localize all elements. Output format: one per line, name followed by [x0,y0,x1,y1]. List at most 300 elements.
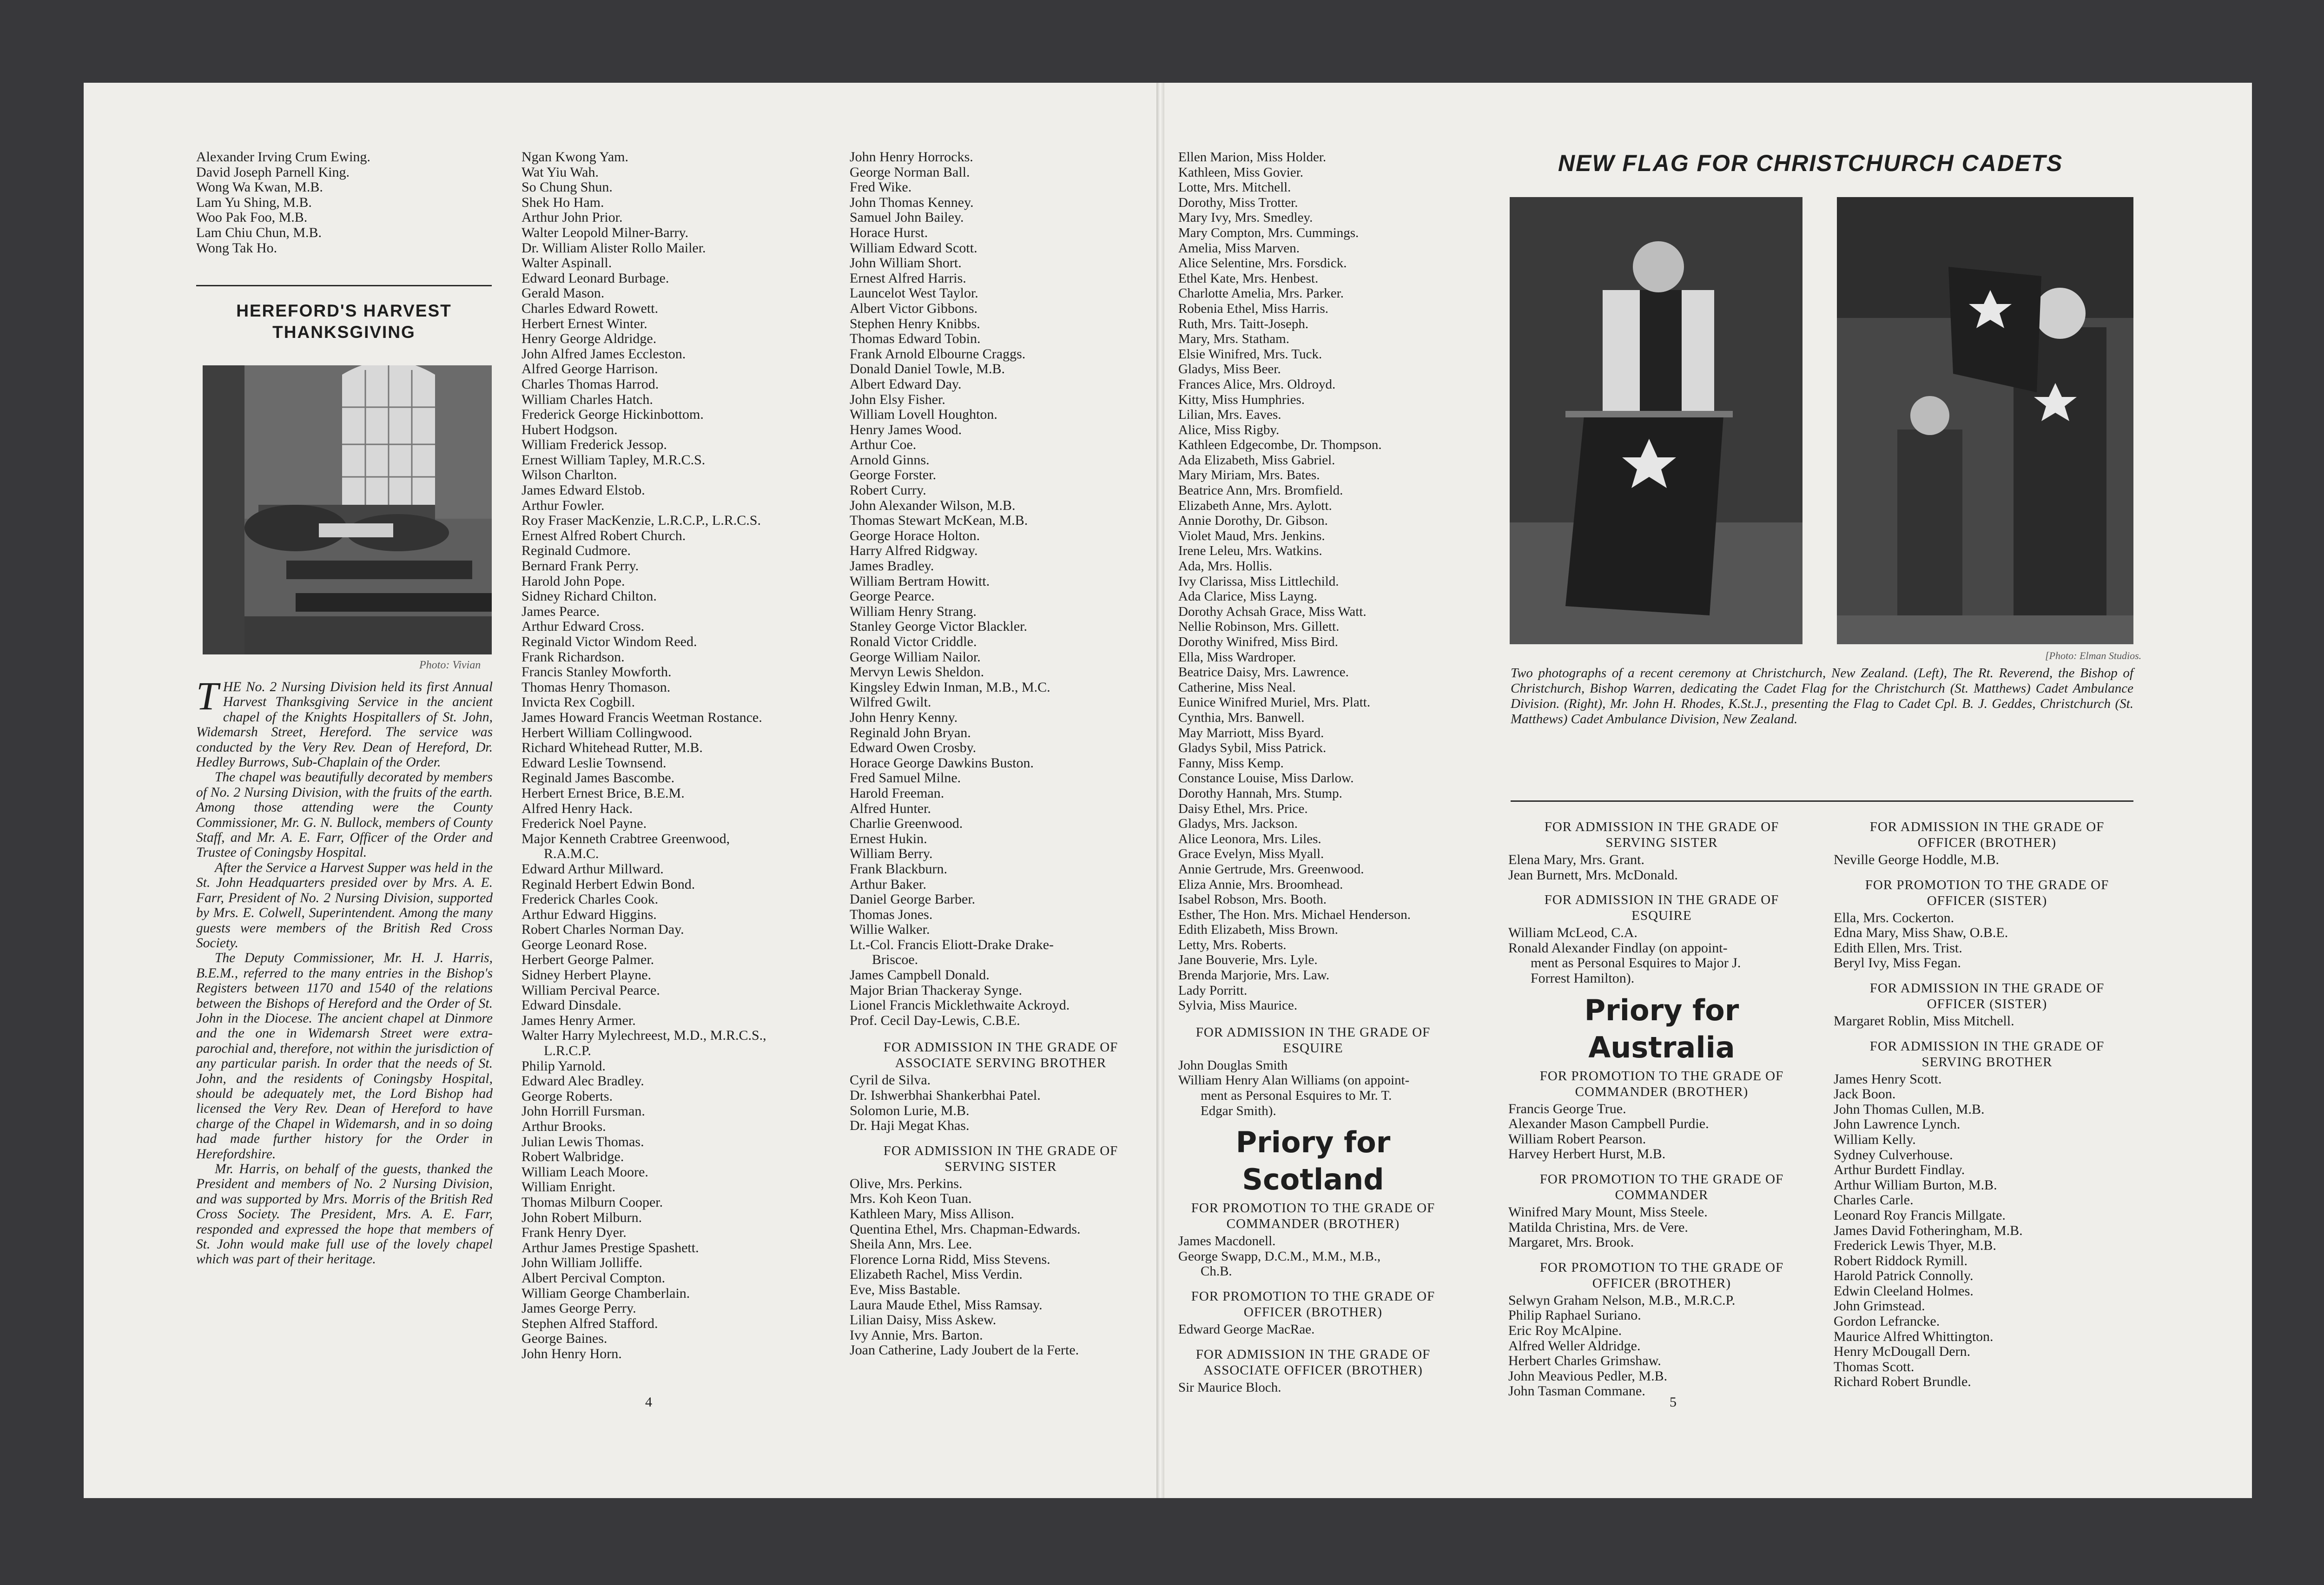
list-item: William Kelly. [1834,1131,1916,1147]
list-item: Frances Alice, Mrs. Oldroyd. [1178,376,1336,392]
list-item: Neville George Hoddle, M.B. [1834,852,2000,867]
list-item: Thomas Edward Tobin. [850,331,981,347]
list-item: Harvey Herbert Hurst, M.B. [1508,1146,1666,1162]
nz-esquire-heading-1: FOR ADMISSION IN THE GRADE OF [1544,892,1779,908]
list-item: James George Perry. [522,1301,636,1316]
list-item: Lady Porritt. [1178,983,1248,998]
list-item: Robert Walbridge. [522,1149,624,1165]
list-item: Julian Lewis Thomas. [522,1134,644,1149]
list-item: Mary Miriam, Mrs. Bates. [1178,468,1320,483]
list-item: Stephen Alfred Stafford. [522,1315,658,1331]
list-item: William Frederick Jessop. [522,437,667,453]
list-item: Thomas Stewart McKean, M.B. [850,513,1028,528]
left-col2-names [522,150,828,1362]
list-item: Dorothy Winifred, Miss Bird. [1178,634,1338,649]
list-item: Walter Leopold Milner-Barry. [522,225,689,240]
list-item: Donald Daniel Towle, M.B. [850,361,1005,377]
list-item: Albert Percival Compton. [522,1270,666,1286]
divider-rule [196,285,492,286]
list-item: Reginald Cudmore. [522,543,631,559]
list-item: Francis George True. [1508,1101,1626,1116]
list-item: Henry McDougall Dern. [1834,1344,1971,1360]
list-item: Robenia Ethel, Miss Harris. [1178,301,1328,316]
list-item: Edward Alec Bradley. [522,1073,644,1089]
list-item: William Edward Scott. [850,240,977,256]
aus-serving-brother-list [1834,1072,2140,1390]
bishop-dedication-photo [1510,197,1802,644]
list-item: Ivy Annie, Mrs. Barton. [850,1327,983,1343]
list-item: Cyril de Silva. [850,1072,931,1088]
list-item: John William Jolliffe. [522,1255,643,1271]
list-item: Herbert George Palmer. [522,952,654,968]
aus-officer-brother-heading-2: OFFICER (BROTHER) [1592,1275,1731,1291]
list-item: Woo Pak Foo, M.B. [196,210,308,225]
nz-serving-sister-heading-2: SERVING SISTER [1605,835,1718,850]
list-item: Eunice Winifred Muriel, Mrs. Platt. [1178,695,1371,710]
list-item: Invicta Rex Cogbill. [522,694,635,710]
esquire-list [1178,1058,1448,1118]
list-item: Elena Mary, Mrs. Grant. [1508,852,1644,867]
list-item: Leonard Roy Francis Millgate. [1834,1207,2006,1223]
list-item: Forrest Hamilton). [1531,970,1635,986]
list-item: Edward Leonard Burbage. [522,270,669,286]
aus-commander-heading-1: FOR PROMOTION TO THE GRADE OF [1539,1171,1784,1187]
list-item: Alexander Mason Campbell Purdie. [1508,1116,1709,1132]
aus-commander-heading-2: COMMANDER [1615,1187,1709,1202]
article-paragraph-3: After the Service a Harvest Supper was held in the St. John Headquarters presided over by Mrs. A. E. Farr, President of No. 2 Nursing Division, supported by Mrs. E. Colwell, Superintendent. Among the many guests were members of the British Red Cross Society. [196,860,493,951]
list-item: Daisy Ethel, Mrs. Price. [1178,801,1308,816]
harvest-photo-credit: Photo: Vivian [419,659,481,671]
list-item: So Chung Shun. [522,179,613,195]
nz-serving-sister-list [1508,852,1815,883]
list-item: Wilfred Gwilt. [850,694,931,710]
list-item: Arthur Edward Higgins. [522,906,657,922]
list-item: Quentina Ethel, Mrs. Chapman-Edwards. [850,1221,1081,1237]
list-item: Frank Richardson. [522,649,625,665]
harvest-title-line1: HEREFORD'S HARVEST [236,301,452,320]
list-item: Constance Louise, Miss Darlow. [1178,771,1354,786]
list-item: William Lovell Houghton. [850,407,997,423]
chapel-photo-image [203,365,492,654]
list-item: Alfred Weller Aldridge. [1508,1338,1641,1354]
list-item: Lilian, Mrs. Eaves. [1178,407,1281,423]
list-item: Arthur Fowler. [522,497,605,513]
list-item: Edward Leslie Townsend. [522,755,667,771]
list-item: Reginald Herbert Edwin Bond. [522,876,695,892]
list-item: Mary, Mrs. Statham. [1178,331,1289,347]
list-item: Willie Walker. [850,922,930,938]
list-item: James Campbell Donald. [850,967,990,983]
list-item: Maurice Alfred Whittington. [1834,1328,1994,1344]
list-item: Charles Edward Rowett. [522,300,659,316]
list-item: Hubert Hodgson. [522,422,618,437]
list-item: Walter Harry Mylechreest, M.D., M.R.C.S., [522,1028,766,1043]
list-item: William Leach Moore. [522,1164,648,1180]
flag-photo-credit: [Photo: Elman Studios. [2045,650,2142,661]
list-item: Edna Mary, Miss Shaw, O.B.E. [1834,925,2008,941]
list-item: L.R.C.P. [544,1043,591,1059]
list-item: James Pearce. [522,603,600,619]
list-item: Beatrice Daisy, Mrs. Lawrence. [1178,665,1349,680]
list-item: Prof. Cecil Day-Lewis, C.B.E. [850,1012,1020,1028]
list-item: Kathleen, Miss Govier. [1178,165,1304,180]
list-item: Arthur Coe. [850,437,917,453]
list-item: William Charles Hatch. [522,391,653,407]
list-item: Arthur Burdett Findlay. [1834,1162,1965,1178]
list-item: Frank Blackburn. [850,861,947,877]
page-number-right: 5 [1670,1394,1677,1410]
list-item: Ethel Kate, Mrs. Henbest. [1178,271,1319,286]
list-item: Kingsley Edwin Inman, M.B., M.C. [850,679,1050,695]
list-item: Arthur John Prior. [522,210,623,225]
scotland-commander-heading-2: COMMANDER (BROTHER) [1226,1216,1400,1232]
book-gutter [1156,83,1165,1498]
scotland-officer-heading-2: OFFICER (BROTHER) [1243,1305,1383,1320]
list-item: George Pearce. [850,588,935,604]
scotland-officer-list [1178,1322,1448,1337]
list-item: Frederick Charles Cook. [522,892,659,907]
list-item: Reginald James Bascombe. [522,770,675,786]
list-item: Eve, Miss Bastable. [850,1281,961,1297]
list-item: Richard Robert Brundle. [1834,1374,1971,1390]
aus-officer-brother-list [1508,1293,1815,1399]
list-item: Herbert Ernest Winter. [522,316,647,331]
list-item: Mrs. Koh Keon Tuan. [850,1191,972,1207]
list-item: James Howard Francis Weetman Rostance. [522,709,762,725]
list-item: Harold Freeman. [850,785,944,801]
list-item: Arthur Edward Cross. [522,619,645,634]
list-item: Henry James Wood. [850,422,962,437]
list-item: Margaret Roblin, Miss Mitchell. [1834,1013,2014,1029]
list-item: John Alfred James Eccleston. [522,346,686,362]
list-item: Ngan Kwong Yam. [522,149,629,165]
bishop-dedication-image [1510,197,1802,644]
list-item: Frederick Noel Payne. [522,816,647,832]
list-item: John Henry Kenny. [850,709,958,725]
left-col1-names [196,150,494,256]
list-item: Winifred Mary Mount, Miss Steele. [1508,1204,1708,1220]
flag-feature-title: NEW FLAG FOR CHRISTCHURCH CADETS [1558,150,2063,176]
list-item: Herbert William Collingwood. [522,725,693,740]
list-item: Jean Burnett, Mrs. McDonald. [1508,867,1678,883]
list-item: James Macdonell. [1178,1234,1276,1249]
scotland-associate-list [1178,1380,1448,1395]
list-item: William Percival Pearce. [522,982,660,998]
list-item: Frederick George Hickinbottom. [522,407,704,423]
associate-serving-brother-heading-2: ASSOCIATE SERVING BROTHER [895,1056,1107,1071]
list-item: Thomas Jones. [850,906,933,922]
list-item: Frank Arnold Elbourne Craggs. [850,346,1026,362]
list-item: Frank Henry Dyer. [522,1225,627,1241]
list-item: Isabel Robson, Mrs. Booth. [1178,892,1327,907]
list-item: Horace Hurst. [850,225,928,240]
list-item: Selwyn Graham Nelson, M.B., M.R.C.P. [1508,1292,1736,1308]
list-item: David Joseph Parnell King. [196,164,350,180]
list-item: Alice, Miss Rigby. [1178,422,1280,437]
list-item: Irene Leleu, Mrs. Watkins. [1178,543,1322,559]
left-col3 [850,150,1152,1358]
list-item: Gerald Mason. [522,285,605,301]
list-item: Kathleen Mary, Miss Allison. [850,1206,1014,1222]
list-item: Thomas Milburn Cooper. [522,1194,663,1210]
list-item: Wong Wa Kwan, M.B. [196,179,323,195]
aus-serving-brother-heading-2: SERVING BROTHER [1921,1054,2053,1070]
list-item: Ada, Mrs. Hollis. [1178,559,1273,574]
article-paragraph-4: The Deputy Commissioner, Mr. H. J. Harris, B.E.M., referred to the many entries in the Bishop's Registers between 1170 and 1540 of the relations between the Bishops of Hereford and the Order of St. John in the Diocese. The ancient chapel at Dinmore and the one in Widemarsh Street were extra-parochial and, therefore, not within the jurisdiction of any particular parish. In order that the needs of St. John, and the residents of Coningsby Hospital, should be adequately met, the Lord Bishop had licensed the Very Rev. Dean of Hereford to have charge of the Chapel in Widemarsh, and in so doing had made further history for the Order in Herefordshire. [196,951,493,1162]
list-item: Beryl Ivy, Miss Fegan. [1834,955,1961,971]
list-item: John Elsy Fisher. [850,391,945,407]
list-item: Grace Evelyn, Miss Myall. [1178,846,1324,862]
list-item: Ernest William Tapley, M.R.C.S. [522,452,706,468]
list-item: George Horace Holton. [850,528,980,543]
list-item: William Robert Pearson. [1508,1131,1646,1147]
list-item: Major Kenneth Crabtree Greenwood, [522,831,730,846]
list-item: Herbert Ernest Brice, B.E.M. [522,785,685,801]
list-item: Wong Tak Ho. [196,240,277,256]
list-item: Eliza Annie, Mrs. Broomhead. [1178,877,1343,892]
list-item: George Leonard Rose. [522,937,647,952]
aus-promotion-officer-sister-heading-2: OFFICER (SISTER) [1927,893,2047,908]
article-paragraph-5: Mr. Harris, on behalf of the guests, thanked the President and members of No. 2 Nursing Division, and was supported by Mrs. Morris of the British Red Cross Society. The President, Mrs. A. E. Farr, responded and expressed the hope that members of St. John would make full use of the lovely chapel which was part of their heritage. [196,1162,493,1267]
list-item: Letty, Mrs. Roberts. [1178,937,1287,952]
harvest-title-line2: THANKSGIVING [272,323,416,342]
aus-serving-brother-heading-1: FOR ADMISSION IN THE GRADE OF [1869,1038,2105,1054]
list-item: Mary Compton, Mrs. Cummings. [1178,225,1359,240]
article-paragraph-2: The chapel was beautifully decorated by members of No. 2 Nursing Division, with the fruits of the earth. Among those attending were the County Commissioner, Mr. G. N. Bullock, members of County Staff, and Mr. A. E. Farr, Officer of the Order and Trustee of Coningsby Hospital. [196,770,493,860]
list-item: Arnold Ginns. [850,452,930,468]
list-item: George Swapp, D.C.M., M.M., M.B., [1178,1248,1381,1264]
list-item: Alexander Irving Crum Ewing. [196,149,370,165]
list-item: John Henry Horrocks. [850,149,973,165]
harvest-heading [196,300,492,343]
list-item: Olive, Mrs. Perkins. [850,1176,963,1191]
list-item: John Meavious Pedler, M.B. [1508,1368,1668,1384]
list-item: Ernest Alfred Robert Church. [522,528,686,543]
list-item: John Lawrence Lynch. [1834,1116,1961,1132]
list-item: Ruth, Mrs. Taitt-Joseph. [1178,316,1309,331]
list-item: Ada Clarice, Miss Layng. [1178,589,1317,604]
list-item: ment as Personal Esquires to Mr. T. [1201,1088,1392,1103]
list-item: Robert Riddock Rymill. [1834,1253,1967,1268]
list-item: William Henry Strang. [850,603,977,619]
aus-promotion-officer-sister-list [1834,911,2140,971]
list-item: John Robert Milburn. [522,1209,642,1225]
priory-scotland-title: Priory for Scotland [1235,1125,1391,1197]
list-item: George Norman Ball. [850,164,970,180]
list-item: Wat Yiu Wah. [522,164,599,180]
list-item: Gladys, Mrs. Jackson. [1178,816,1298,832]
aus-admission-officer-brother-heading-2: OFFICER (BROTHER) [1917,835,2057,850]
aus-officer-brother-heading-1: FOR PROMOTION TO THE GRADE OF [1539,1260,1784,1275]
list-item: Mary Ivy, Mrs. Smedley. [1178,210,1313,225]
nz-serving-sister-heading-1: FOR ADMISSION IN THE GRADE OF [1544,819,1779,834]
list-item: Sidney Richard Chilton. [522,588,657,604]
serving-sister-heading-2: SERVING SISTER [944,1159,1057,1174]
list-item: Lam Yu Shing, M.B. [196,194,312,210]
list-item: Philip Raphael Suriano. [1508,1308,1641,1323]
scotland-commander-heading-1: FOR PROMOTION TO THE GRADE OF [1191,1201,1435,1216]
list-item: Annie Dorothy, Dr. Gibson. [1178,513,1328,528]
list-item: Ellen Marion, Miss Holder. [1178,150,1327,165]
list-item: Jack Boon. [1834,1086,1896,1102]
list-item: Catherine, Miss Neal. [1178,680,1296,695]
aus-commander-brother-heading-1: FOR PROMOTION TO THE GRADE OF [1539,1068,1784,1083]
serving-sister-list [850,1176,1152,1358]
aus-promotion-officer-sister-heading-1: FOR PROMOTION TO THE GRADE OF [1865,877,2109,892]
list-item: Harry Alfred Ridgway. [850,543,978,559]
list-item: Elsie Winifred, Mrs. Tuck. [1178,346,1322,362]
list-item: Lt.-Col. Francis Eliott-Drake Drake- [850,937,1054,952]
aus-admission-officer-sister-list [1834,1014,2140,1029]
scotland-commander-list [1178,1234,1448,1279]
list-item: Daniel George Barber. [850,892,976,907]
list-item: Eric Roy McAlpine. [1508,1322,1622,1338]
list-item: Mervyn Lewis Sheldon. [850,664,984,680]
drop-cap: T [196,674,218,718]
list-item: Walter Aspinall. [522,255,612,271]
list-item: Shek Ho Ham. [522,194,604,210]
aus-admission-officer-sister-heading-2: OFFICER (SISTER) [1927,996,2047,1011]
list-item: William Bertram Howitt. [850,573,990,589]
serving-sister-heading-1: FOR ADMISSION IN THE GRADE OF [883,1143,1118,1158]
list-item: Thomas Henry Thomason. [522,679,671,695]
aus-admission-officer-brother-list [1834,852,2140,868]
list-item: Herbert Charles Grimshaw. [1508,1353,1661,1369]
list-item: Arthur William Burton, M.B. [1834,1177,1997,1193]
list-item: Edith Ellen, Mrs. Trist. [1834,940,1962,956]
list-item: Esther, The Hon. Mrs. Michael Henderson. [1178,907,1411,922]
scotland-associate-heading-1: FOR ADMISSION IN THE GRADE OF [1195,1347,1431,1362]
list-item: George Baines. [522,1331,607,1347]
list-item: James Edward Elstob. [522,482,645,498]
list-item: George Roberts. [522,1088,613,1104]
list-item: Joan Catherine, Lady Joubert de la Ferte. [850,1342,1079,1358]
list-item: William McLeod, C.A. [1508,925,1637,941]
chapel-photo [203,365,492,654]
list-item: Lam Chiu Chun, M.B. [196,225,322,240]
list-item: Ella, Mrs. Cockerton. [1834,910,1954,925]
list-item: Roy Fraser MacKenzie, L.R.C.P., L.R.C.S. [522,513,761,528]
esquire-heading-1: FOR ADMISSION IN THE GRADE OF [1195,1024,1431,1040]
scotland-officer-heading-1: FOR PROMOTION TO THE GRADE OF [1191,1289,1435,1304]
list-item: Dr. Ishwerbhai Shankerbhai Patel. [850,1088,1041,1103]
list-item: Dr. William Alister Rollo Mailer. [522,240,706,256]
list-item: Alfred Hunter. [850,800,931,816]
esquire-heading-2: ESQUIRE [1283,1040,1343,1056]
list-item: Ernest Alfred Harris. [850,270,966,286]
list-item: Beatrice Ann, Mrs. Bromfield. [1178,483,1343,498]
list-item: Philip Yarnold. [522,1058,606,1074]
list-item: Sir Maurice Bloch. [1178,1380,1281,1395]
list-item: Stanley George Victor Blackler. [850,619,1027,634]
list-item: Arthur Baker. [850,876,926,892]
aus-commander-list [1508,1205,1815,1250]
list-item: William Berry. [850,846,933,862]
list-item: Amelia, Miss Marven. [1178,240,1300,256]
associate-serving-brother-heading-1: FOR ADMISSION IN THE GRADE OF [883,1040,1118,1055]
list-item: Wilson Charlton. [522,467,617,483]
list-item: May Marriott, Miss Byard. [1178,725,1324,740]
list-item: Lotte, Mrs. Mitchell. [1178,180,1291,195]
list-item: John Thomas Cullen, M.B. [1834,1101,1985,1117]
list-item: Ella, Miss Wardroper. [1178,649,1296,665]
nz-esquire-list [1508,925,1815,986]
list-item: Horace George Dawkins Buston. [850,755,1034,771]
list-item: Sidney Herbert Playne. [522,967,652,983]
list-item: Alice Selentine, Mrs. Forsdick. [1178,256,1347,271]
harvest-article [196,674,493,1267]
aus-commander-brother-heading-2: COMMANDER (BROTHER) [1575,1084,1749,1099]
list-item: Ronald Alexander Findlay (on appoint- [1508,940,1728,956]
list-item: Dorothy Hannah, Mrs. Stump. [1178,786,1342,801]
list-item: Albert Victor Gibbons. [850,300,978,316]
list-item: Edgar Smith). [1201,1103,1276,1118]
list-item: William George Chamberlain. [522,1285,690,1301]
list-item: Nellie Robinson, Mrs. Gillett. [1178,619,1340,634]
list-item: Dr. Haji Megat Khas. [850,1118,970,1134]
list-item: Sheila Ann, Mrs. Lee. [850,1236,972,1252]
list-item: Sydney Culverhouse. [1834,1147,1953,1162]
list-item: Francis Stanley Mowforth. [522,664,672,680]
list-item: George Forster. [850,467,937,483]
list-item: Margaret, Mrs. Brook. [1508,1235,1634,1250]
list-item: George William Nailor. [850,649,981,665]
right-col1 [1178,150,1448,1395]
list-item: Richard Whitehead Rutter, M.B. [522,740,703,756]
list-item: James David Fotheringham, M.B. [1834,1222,2023,1238]
list-item: Arthur James Prestige Spashett. [522,1240,699,1255]
list-item: Thomas Scott. [1834,1359,1915,1374]
list-item: Charles Thomas Harrod. [522,376,659,392]
list-item: Harold John Pope. [522,573,625,589]
list-item: Annie Gertrude, Mrs. Greenwood. [1178,861,1364,877]
aus-admission-officer-brother-heading-1: FOR ADMISSION IN THE GRADE OF [1869,819,2105,834]
list-item: Alice Leonora, Mrs. Liles. [1178,831,1321,846]
list-item: Edith Elizabeth, Miss Brown. [1178,922,1338,938]
flag-presentation-photo [1837,197,2133,644]
list-item: James Henry Armer. [522,1012,636,1028]
list-item: Ernest Hukin. [850,831,927,846]
list-item: Matilda Christina, Mrs. de Vere. [1508,1219,1688,1235]
list-item: James Bradley. [850,558,934,574]
list-item: Lionel Francis Micklethwaite Ackroyd. [850,997,1070,1013]
list-item: Charlie Greenwood. [850,816,963,832]
list-item: John Grimstead. [1834,1298,1925,1314]
caption-divider-rule [1511,800,2133,802]
list-item: John Thomas Kenney. [850,194,974,210]
list-item: John Tasman Commane. [1508,1383,1645,1399]
list-item: John Henry Horn. [522,1346,622,1361]
list-item: Kathleen Edgecombe, Dr. Thompson. [1178,437,1382,453]
list-item: Ada Elizabeth, Miss Gabriel. [1178,452,1335,468]
article-paragraph-1: THE No. 2 Nursing Division held its first Annual Harvest Thanksgiving Service in the ancient chapel of the Knights Hospitallers of St. John, Widemarsh Street, Hereford. The service was conducted by the Very Rev. Dean of Hereford, Dr. Hedley Burrows, Sub-Chaplain of the Order. [196,674,493,770]
aus-admission-officer-sister-heading-1: FOR ADMISSION IN THE GRADE OF [1869,980,2105,996]
list-item: Gladys Sybil, Miss Patrick. [1178,740,1327,756]
nz-esquire-heading-2: ESQUIRE [1631,908,1692,924]
list-item: Briscoe. [872,952,918,968]
list-item: Laura Maude Ethel, Miss Ramsay. [850,1297,1043,1313]
list-item: Henry George Aldridge. [522,331,657,347]
list-item: Albert Edward Day. [850,376,962,392]
list-item: Samuel John Bailey. [850,210,964,225]
list-item: Violet Maud, Mrs. Jenkins. [1178,528,1325,543]
right-col2 [1508,820,1815,1399]
list-item: Ivy Clarissa, Miss Littlechild. [1178,574,1339,589]
list-item: Gladys, Miss Beer. [1178,362,1281,377]
list-item: Edwin Cleeland Holmes. [1834,1283,1974,1299]
list-item: Launcelot West Taylor. [850,285,978,301]
list-item: Kitty, Miss Humphries. [1178,392,1305,407]
